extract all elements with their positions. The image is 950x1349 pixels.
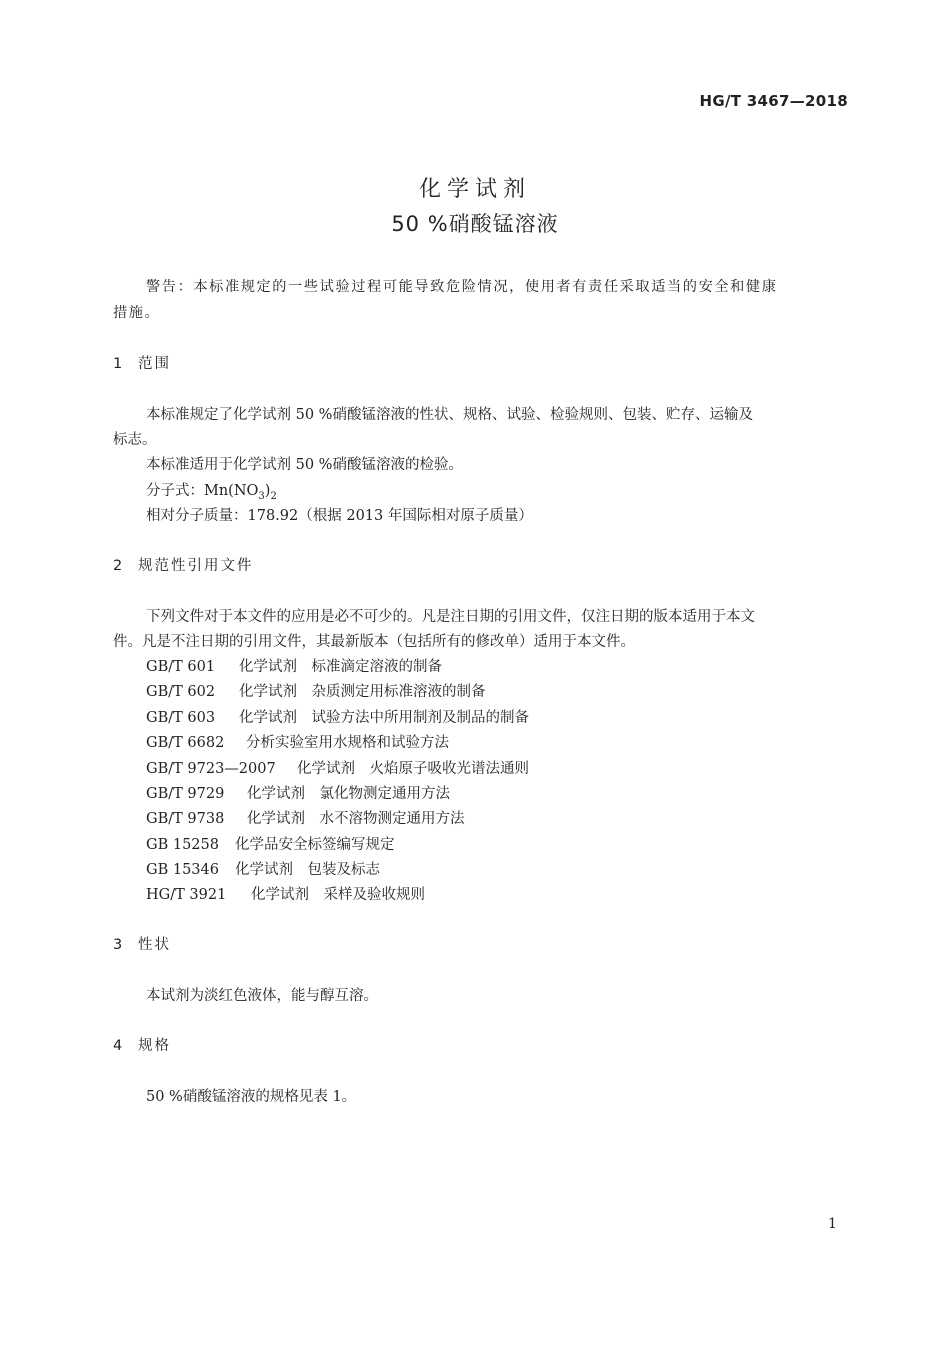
section-title: 性状 — [138, 937, 171, 953]
reference-item — [146, 757, 529, 778]
reference-title: 分析实验室用水规格和试验方法 — [246, 735, 449, 751]
page-number: 1 — [828, 1216, 837, 1232]
document-title-line2: 50 %硝酸锰溶液 — [391, 212, 559, 236]
reference-item — [146, 858, 380, 879]
reference-title: 化学试剂 采样及验收规则 — [251, 887, 425, 903]
scope-paragraph-line2: 标志。 — [113, 432, 157, 448]
section-1-heading — [113, 352, 171, 373]
reference-code: GB/T 602 — [146, 684, 216, 700]
section-2-heading — [113, 554, 254, 575]
molecular-mass: 相对分子质量：178.92（根据 2013 年国际相对原子质量） — [146, 508, 533, 524]
specification-text: 50 %硝酸锰溶液的规格见表 1。 — [146, 1089, 357, 1105]
molecular-formula — [146, 479, 277, 502]
section-number: 4 — [113, 1038, 123, 1054]
formula-part: Mn(NO — [204, 483, 259, 499]
reference-item — [146, 706, 529, 727]
scope-paragraph-line1: 本标准规定了化学试剂 50 %硝酸锰溶液的性状、规格、试验、检验规则、包装、贮存、运输及 — [146, 407, 753, 423]
reference-code: GB/T 9738 — [146, 811, 225, 827]
reference-title: 化学试剂 氯化物测定通用方法 — [247, 786, 450, 802]
formula-subscript: 2 — [270, 490, 277, 502]
reference-title: 化学试剂 标准滴定溶液的制备 — [239, 659, 442, 675]
section-number: 3 — [113, 937, 123, 953]
formula-subscript: 3 — [258, 490, 265, 502]
section-title: 规格 — [138, 1038, 171, 1054]
standard-number: HG/T 3467—2018 — [699, 92, 848, 110]
properties-text: 本试剂为淡红色液体，能与醇互溶。 — [146, 988, 378, 1004]
references-intro-line2: 件。凡是不注日期的引用文件，其最新版本（包括所有的修改单）适用于本文件。 — [113, 634, 635, 650]
section-number: 2 — [113, 558, 123, 574]
reference-item — [146, 883, 425, 904]
formula-label: 分子式： — [146, 483, 204, 499]
reference-item — [146, 782, 450, 803]
reference-code: GB 15346 — [146, 862, 219, 878]
reference-item — [146, 731, 449, 752]
document-title-line1: 化学试剂 — [418, 177, 531, 202]
reference-code: GB 15258 — [146, 837, 219, 853]
formula-part: ) — [264, 483, 271, 499]
section-number: 1 — [113, 356, 123, 372]
section-3-heading — [113, 933, 171, 954]
section-title: 范围 — [138, 356, 171, 372]
warning-line1: 警告：本标准规定的一些试验过程可能导致危险情况，使用者有责任采取适当的安全和健康 — [146, 279, 778, 295]
warning-line2: 措施。 — [113, 305, 161, 321]
reference-code: GB/T 9729 — [146, 786, 225, 802]
section-title: 规范性引用文件 — [138, 558, 254, 574]
reference-item — [146, 807, 465, 828]
reference-item — [146, 833, 395, 854]
reference-title: 化学品安全标签编写规定 — [235, 837, 395, 853]
reference-code: GB/T 9723—2007 — [146, 761, 276, 777]
section-4-heading — [113, 1034, 171, 1055]
reference-item — [146, 655, 442, 676]
reference-title: 化学试剂 杂质测定用标准溶液的制备 — [239, 684, 486, 700]
reference-code: GB/T 603 — [146, 710, 216, 726]
reference-title: 化学试剂 包装及标志 — [235, 862, 380, 878]
reference-code: GB/T 6682 — [146, 735, 225, 751]
reference-title: 化学试剂 火焰原子吸收光谱法通则 — [297, 761, 529, 777]
scope-applicability: 本标准适用于化学试剂 50 %硝酸锰溶液的检验。 — [146, 457, 463, 473]
reference-code: HG/T 3921 — [146, 887, 227, 903]
reference-code: GB/T 601 — [146, 659, 216, 675]
references-intro-line1: 下列文件对于本文件的应用是必不可少的。凡是注日期的引用文件，仅注日期的版本适用于本文 — [146, 609, 755, 625]
reference-title: 化学试剂 试验方法中所用制剂及制品的制备 — [239, 710, 529, 726]
reference-title: 化学试剂 水不溶物测定通用方法 — [247, 811, 465, 827]
reference-item — [146, 680, 486, 701]
